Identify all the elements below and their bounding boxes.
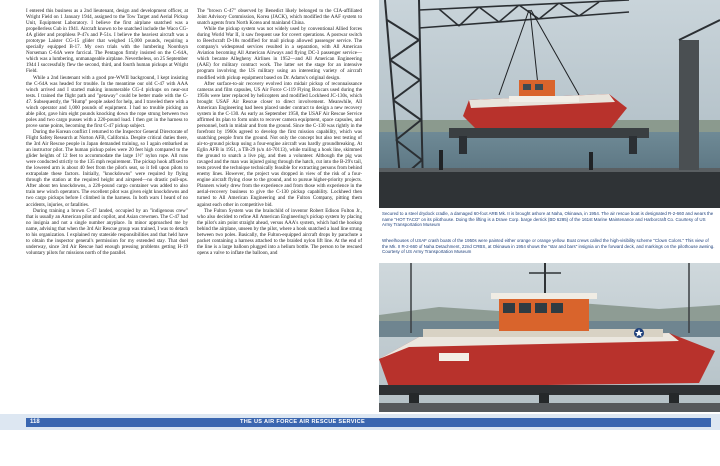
page-number: 118 bbox=[30, 419, 40, 425]
photo-rescue-boat bbox=[379, 263, 720, 412]
paragraph: I entered this business as a 2nd lieutenant, design and development officer, at Wright Field on 1 January 1944, assigned to the Tow Target and Aerial Pickup Unit, Equipment Laboratory. I believe the first airplane snatched was a propellerless Cub in 1941. Aircraft known to be snatched include the Waco CG-4A glider and prophless P-47s and P-51s. I believe the heaviest aircraft was a prototype Laister CG-15 glider that weighed 15,000 pounds, requiring a specially equipped B-17. My own trials with the lumbering Noorduyn Norseman C-64A were farcical. The Pentagon firmly insisted on the C-64A, which was a lumbering, unmanageable airplane. Nevertheless, on 25 September 1944 I successfully flew the second, third, and fourth human pickups at Wright Field. bbox=[26, 8, 188, 75]
text-column-left bbox=[26, 8, 188, 412]
paragraph: The "brown C-47" observed by Benedict likely belonged to the CIA-affiliated Joint Advisory Commission, Korea (JACK), which modified the AAF system to snatch agents from North Korea and mainland China. bbox=[197, 8, 362, 27]
paragraph: During training a brown C-47 landed, occupied by an "indigenous crew" that is usually an American pilot and copilot, and Asian crewmen. The C-47 had no insignia and not a single number anyplace. In minor approached me by name, advising that when the 3rd Air Rescue group was trained, I was to detach to his organization. I explained my stateside responsibilities and that held have to obtain the inspector general's permission for my extended stay. That duel underway, since 3rd Air Rescue had enough pressing problems getting H-19 voluntary pilots for missions north of the parallel. bbox=[26, 207, 188, 256]
photo-boat-hoisted bbox=[379, 0, 720, 208]
text-column-right bbox=[197, 8, 362, 412]
paragraph: While the pickup system was not widely used by conventional Allied forces during World War II, it saw frequent use for covert operations. A postwar switch to Beechcraft D-18s modified for mail pickup allowed passenger service. The company's widespread services resulted in a separation, with All American Aviation becoming All American Airways and flying DC-3 passenger service—which became Allegheny Airlines in 1952—and All American Engineering (AAE) for military contract work. The latter set the stage for an intensive program involving the US military using an interesting variety of aircraft modified with pickup equipment based on Dr. Adams's original design. bbox=[197, 26, 362, 81]
photo-rescue-boat-image bbox=[379, 263, 720, 412]
paragraph: While a 2nd lieutenant with a good pre-WWII background, I kept insisting the C-64A was headed for trouble. In the meantime our old C-47 with AAA winch arrived and I started making innumerable CG-4 pickups on near-out tests. I trained the flight path and "getaway" could be better made with the C-47. Subsequently, the "Hump" people asked for help, and I traveled there with a winch operator and 1,000 pounds of equipment. I had no trouble picking an able pilot, gave him eight pounds knocking down the rope strung between two poles and two cargo pusses with a 220-pound load. I then got in the harness to prove some points, becoming the first C-47 pickup subject. bbox=[26, 74, 188, 129]
photo-caption-bottom: Wheelhouses of USAF crash boats of the 1950s were painted either orange or orange yellow. Boat crews called the high-visibility scheme "Clown Colors." This view of the Mk. II R-2-660 of Naha Detachment, 22nd CRBS, at Okinawa in 1954 shows the "star and bars" insignia on the forward deck, and markings on the pilothouse awning. Courtesy of US Army Transportation Museum bbox=[382, 238, 715, 255]
footer-bar bbox=[26, 418, 711, 427]
page-footer bbox=[0, 414, 720, 430]
photo-boat-hoisted-image bbox=[379, 0, 720, 208]
paragraph: The Fulton System was the brainchild of inventor Robert Edison Fulton Jr., who also decided to refine All American Engineering's pickup system by placing the pilot's aim point straight ahead, versus AAA's system, which had the hookup behind the airplane, unseen by the pilot, where a hook snatched a load line strung between two poles. Basically, the Fulton-equipped aircraft drops by parachute a packet containing a harness attached to the braided nylon lift line. At the end of the line is a large balloon plugged into a helium bottle. The person to be rescued opens a valve to inflate the balloon, and bbox=[197, 207, 362, 256]
running-title: THE US AIR FORCE AIR RESCUE SERVICE bbox=[240, 419, 365, 425]
photo-caption-top: Secured to a steel drydock cradle, a damaged 60-foot ARB Mk. II is brought ashore at Naha, Okinawa, in 1954. The air rescue boat is designated R-2-660 and wears the name "HOT TACO" on its pilothouse. Doing the lifting is a Drave Corp. barge derrick (BD 6285) of the 161st Marine Maintenance and Harborcraft Co. Courtesy of US Army Transportation Museum bbox=[382, 211, 714, 228]
paragraph: After surface-to-air recovery evolved into midair pickup of reconnaissance cameras and film capsules, US Air Force C-119 Flying Boxcars used during the 1950s were later replaced by helicopters and modified Lockheed JC-130s, which brought USAF Air Rescue closer to direct involvement. Meanwhile, All American Engineering had been placed under contract to design a new recovery system in the C-130. As early as September 1958, the USAF Air Rescue Service affirmed its plan to form units to recover camera equipment, space capsules, and personnel, both in midair and from the ground. Since the C-130 was rightly in the forefront by 1960s agreed to develop the first mission capability, which was snatching people from the ground. Not only the concept but also test testing of air-to-ground pickup using a four-engine aircraft was hardly groundbreaking. At Eglin AFB in 1951, a TB-29 (s/n 44-70113), while trailing a hook line, skimmed the ground to snatch a live pig, and then a volunteer. Although the pig was ravaged and the man was injured going through the hatch, cut into the B-29's tail, tests proved the technique technically feasible for extracting persons from behind enemy lines. However, the project was dropped in view of the risk of a four-engine aircraft flying close to the ground, and to pursue higher-priority projects. Planners wisely drew from the experience and from those with experience in the aerial-recovery business to give the C-130 pickup capability. Lockheed then turned to All American Engineering and the Fulton Company, pitting them against each other in competitive bid. bbox=[197, 80, 362, 208]
paragraph: During the Korean conflict I returned to the Inspector General Directorate of Flight Safety Research at Norton AFB, California. Despite critical duties there, the 3rd Air Rescue people in Japan demanded training, so I again embarked as an instructor pilot. The human pickup poles were 20 feet high compared to the glider heights of 12 feet to accommodate the large 1½" nylon rope. All runs were conducted strictly to the 135 mph requirement. The pickup hook affixed to the lowered arm is about 40 feet from the pilot's seat, so it fell upon pilots to extrapolate these factors. Initially, "knockdowns" were required by flying through the station at the required height and airspeed—no drastic pull-ups. After about ten knockdowns, a 220-pound cargo container was added to also train new winch operators. The excellent pilot was given eight knockdowns and two cargo pickups before I climbed in the harness. In both wars I heard of no accidents, injuries, or fatalities. bbox=[26, 128, 188, 208]
